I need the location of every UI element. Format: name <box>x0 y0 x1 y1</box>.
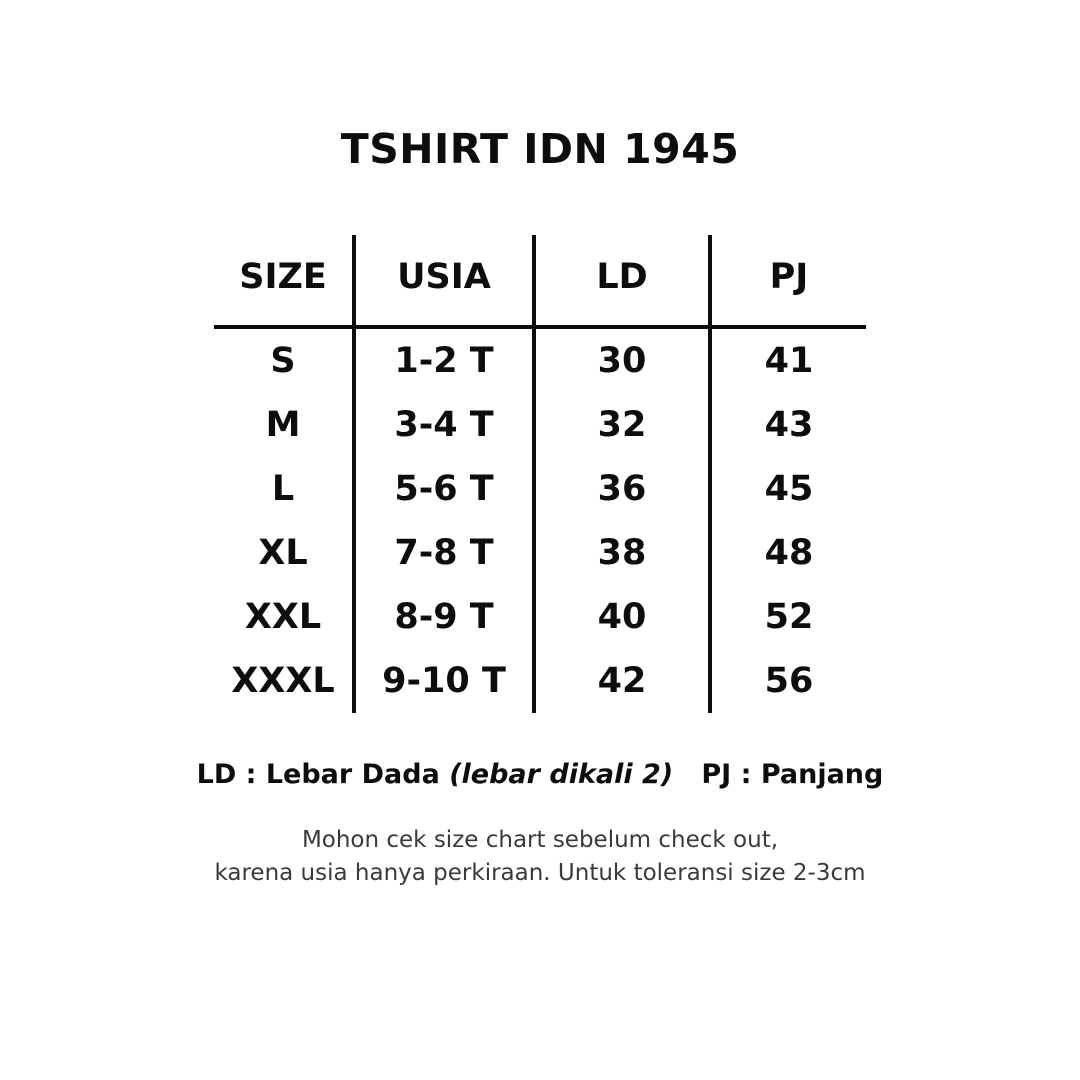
table-body <box>214 327 866 713</box>
column-header-ld: LD <box>534 235 710 327</box>
cell-pj: 45 <box>710 457 866 521</box>
cell-size: S <box>270 341 296 381</box>
table-header <box>214 235 866 327</box>
cell-ld: 36 <box>534 457 710 521</box>
size-chart-table <box>214 235 866 713</box>
legend-ld-note: (lebar dikali 2) <box>449 759 674 790</box>
legend-ld-label: LD : Lebar Dada <box>196 759 440 790</box>
size-chart-table-wrap <box>214 235 866 713</box>
table-row <box>214 327 866 393</box>
cell-usia: 1-2 T <box>354 327 534 393</box>
table-row <box>214 393 866 457</box>
cell-pj: 56 <box>710 649 866 713</box>
cell-ld: 32 <box>534 393 710 457</box>
column-header-usia: USIA <box>354 235 534 327</box>
cell-usia: 8-9 T <box>354 585 534 649</box>
cell-usia: 7-8 T <box>354 521 534 585</box>
cell-usia: 3-4 T <box>354 393 534 457</box>
cell-pj: 52 <box>710 585 866 649</box>
cell-size: M <box>265 405 301 445</box>
cell-ld: 40 <box>534 585 710 649</box>
table-row <box>214 457 866 521</box>
cell-usia: 5-6 T <box>354 457 534 521</box>
table-row <box>214 521 866 585</box>
disclaimer-line-1: Mohon cek size chart sebelum check out, <box>301 827 779 853</box>
legend <box>197 759 884 790</box>
page-title: TSHIRT IDN 1945 <box>340 125 740 173</box>
cell-pj: 41 <box>710 327 866 393</box>
cell-ld: 38 <box>534 521 710 585</box>
table-row <box>214 585 866 649</box>
cell-ld: 30 <box>534 327 710 393</box>
cell-size: XL <box>258 533 308 573</box>
cell-ld: 42 <box>534 649 710 713</box>
cell-size: XXL <box>244 597 322 637</box>
table-row <box>214 649 866 713</box>
legend-pj-label: PJ : Panjang <box>701 759 884 790</box>
disclaimer-line-2: karena usia hanya perkiraan. Untuk toleransi size 2-3cm <box>214 860 866 887</box>
disclaimer-note <box>214 824 865 891</box>
cell-pj: 48 <box>710 521 866 585</box>
cell-size: L <box>271 469 295 509</box>
table-header-row <box>214 235 866 327</box>
cell-size: XXXL <box>231 661 335 701</box>
cell-pj: 43 <box>710 393 866 457</box>
cell-usia: 9-10 T <box>354 649 534 713</box>
column-header-pj: PJ <box>710 235 866 327</box>
column-header-size: SIZE <box>239 257 327 297</box>
